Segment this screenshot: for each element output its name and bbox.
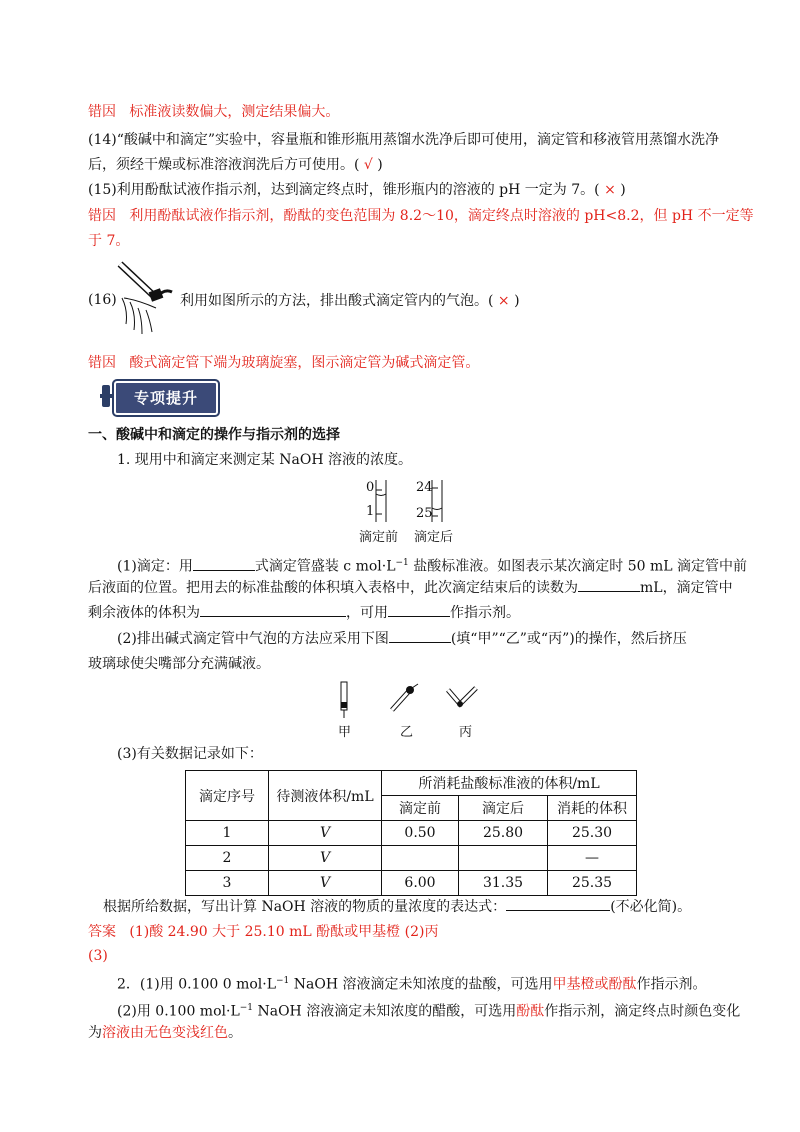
col-header-index: 滴定序号 <box>186 771 269 821</box>
blank-end-reading[interactable] <box>578 577 640 592</box>
q15-reason-line2: 于 7。 <box>88 233 130 249</box>
p2-s2-line2: 为溶液由无色变浅红色。 <box>88 1025 242 1041</box>
burette-reading-figure <box>358 478 468 524</box>
q16-number: (16) <box>88 292 117 308</box>
label-yi: 乙 <box>400 725 414 740</box>
check-mark: √ <box>363 157 373 173</box>
reason-text: 标准液读数偏大，测定结果偏大。 <box>129 104 340 120</box>
col-header-before: 滴定前 <box>382 796 459 821</box>
bubble-removal-methods-figure <box>330 680 490 720</box>
q14-line1: (14)“酸碱中和滴定”实验中，容量瓶和锥形瓶用蒸馏水洗净后即可使用，滴定管和移液管用蒸馏水洗净 <box>88 132 720 148</box>
col-header-group: 所消耗盐酸标准液的体积/mL <box>382 771 637 796</box>
table-row: 2 V — <box>186 846 637 871</box>
p2-s2-line1: (2)用 0.100 $mol\cdot L^{-1}$ NaOH 溶液滴定未知浓度的醋酸，可选用酚酞作指示剂，滴定终点时颜色变化 <box>117 1003 741 1020</box>
col-header-after: 滴定后 <box>459 796 548 821</box>
cross-mark: × <box>497 293 510 309</box>
answer-label: 答案 <box>88 924 116 940</box>
col-header-used: 消耗的体积 <box>548 796 637 821</box>
p2-s1: 2．(1)用 0.100 0 $mol\cdot L^{-1}$ NaOH 溶液滴定未知浓度的盐酸，可选用甲基橙或酚酞作指示剂。 <box>117 976 707 993</box>
after-bottom-mark: 25 <box>416 506 433 521</box>
label-jia: 甲 <box>338 725 352 740</box>
p1-s1-line3: 剩余液体的体积为 ，可用 作指示剂。 <box>88 602 520 624</box>
blank-remaining-volume[interactable] <box>200 602 346 617</box>
q16-reason: 错因 酸式滴定管下端为玻璃旋塞，图示滴定管为碱式滴定管。 <box>88 355 480 371</box>
banner-label: 专项提升 <box>133 389 198 407</box>
blank-method-choice[interactable] <box>389 628 451 643</box>
answer-line1: 答案 (1)酸 24.90 大于 25.10 mL 酚酞或甲基橙 (2)丙 <box>88 924 439 940</box>
q16-question: 利用如图所示的方法，排出酸式滴定管内的气泡。( × ) <box>180 293 520 309</box>
answer-line2: (3) <box>88 948 108 964</box>
section-banner <box>100 381 216 411</box>
blank-expression[interactable] <box>506 896 610 911</box>
label-bing: 丙 <box>459 725 473 740</box>
blank-indicator[interactable] <box>388 602 450 617</box>
table-row: 3 V 6.00 31.35 25.35 <box>186 871 637 896</box>
q14-line2: 后，须经干燥或标准溶液润洗后方可使用。( √ ) <box>88 157 383 173</box>
p1-s3-expression: 根据所给数据，写出计算 NaOH 溶液的物质的量浓度的表达式： (不必化简)。 <box>103 896 691 918</box>
reason-label: 错因 <box>88 104 116 120</box>
before-bottom-mark: 1 <box>366 504 375 519</box>
q15-reason-line1: 错因 利用酚酞试液作指示剂，酚酞的变色范围为 8.2～10，滴定终点时溶液的 pH<8.2，但 pH 不一定等 <box>88 208 754 224</box>
data-table <box>185 770 637 896</box>
section-heading: 一、酸碱中和滴定的操作与指示剂的选择 <box>88 427 340 443</box>
cross-mark: × <box>604 182 616 198</box>
p1-s1-line1: (1)滴定：用 式滴定管盛装 c $mol\cdot L^{-1}$ 盐酸标准液。如图表示某次滴定时 50 mL 滴定管中前 <box>117 552 747 578</box>
before-top-mark: 0 <box>366 480 375 495</box>
col-header-sample: 待测液体积/mL <box>269 771 382 821</box>
after-caption: 滴定后 <box>414 530 454 545</box>
table-row: 1 V 0.50 25.80 25.30 <box>186 821 637 846</box>
burette-bubble-illustration <box>112 258 180 336</box>
p1-s3-intro: (3)有关数据记录如下： <box>117 746 263 762</box>
p1-s2-line2: 玻璃球使尖嘴部分充满碱液。 <box>88 656 270 672</box>
after-top-mark: 24 <box>416 480 433 495</box>
before-caption: 滴定前 <box>359 530 399 545</box>
p1-s1-line2: 后液面的位置。把用去的标准盐酸的体积填入表格中，此次滴定结束后的读数为 mL，滴定管中 <box>88 577 733 599</box>
q13-reason <box>88 101 339 123</box>
p1-s2-line1: (2)排出碱式滴定管中气泡的方法应采用下图 (填“甲”“乙”或“丙”)的操作，然后挤压 <box>117 628 687 650</box>
p1-intro: 1. 现用中和滴定来测定某 NaOH 溶液的浓度。 <box>117 452 412 468</box>
q15-question: (15)利用酚酞试液作指示剂，达到滴定终点时，锥形瓶内的溶液的 pH 一定为 7。( × ) <box>88 182 626 198</box>
blank-burette-type[interactable] <box>193 556 255 571</box>
